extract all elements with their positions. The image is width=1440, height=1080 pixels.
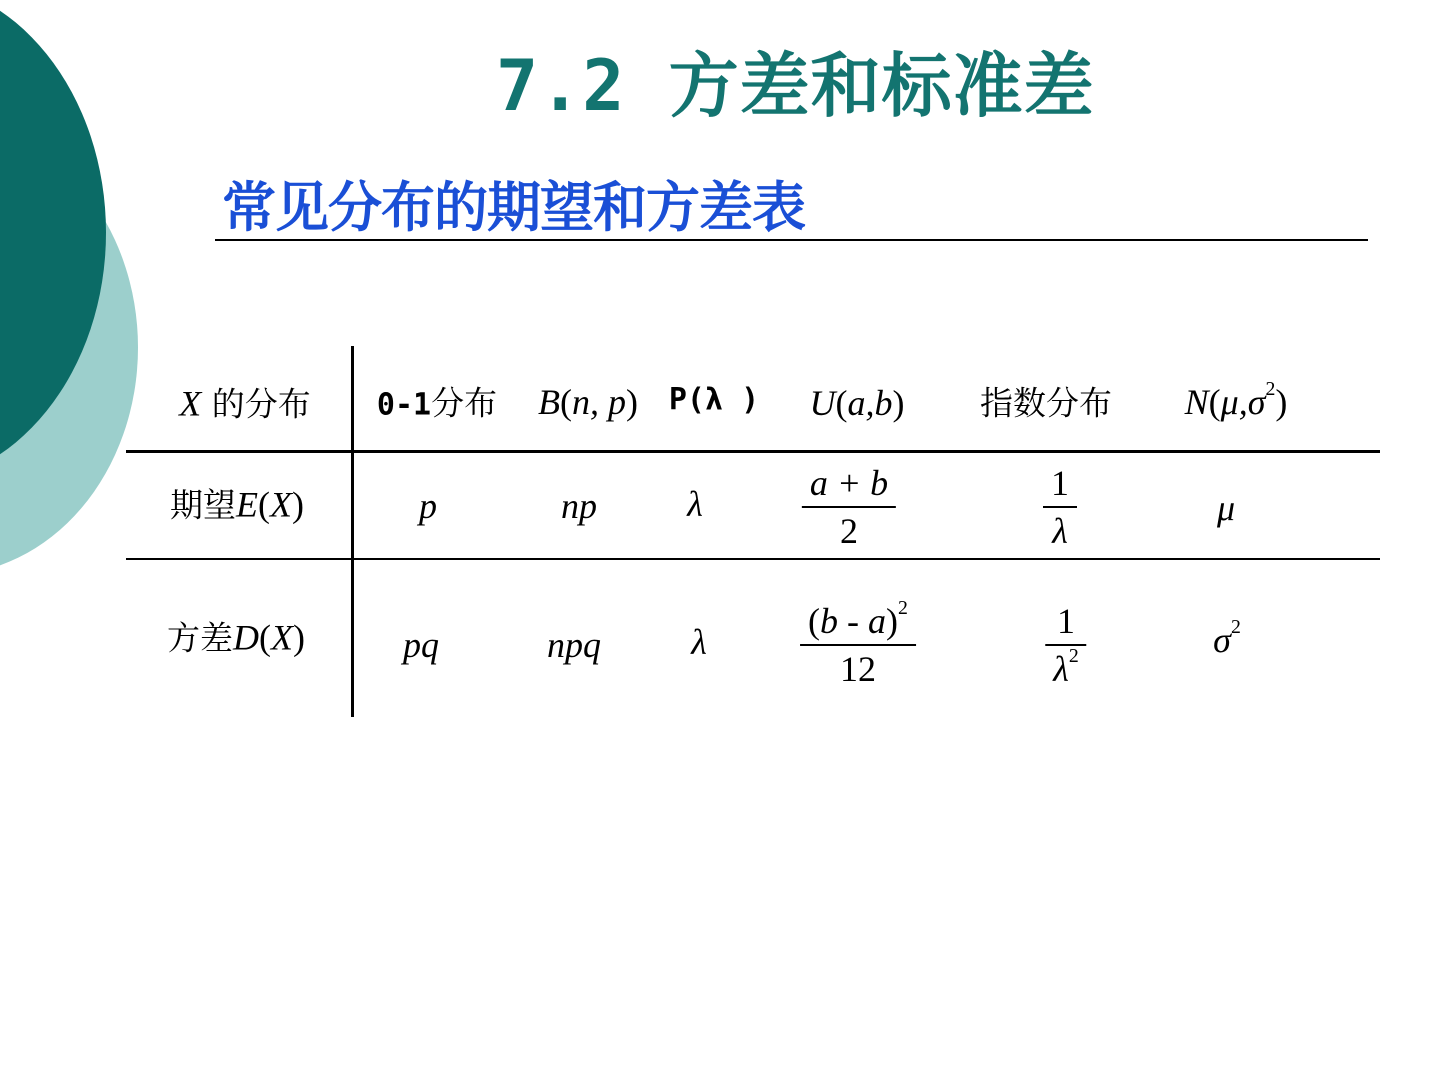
variance-normal: $\sigma^2$ (1213, 616, 1241, 660)
row-header-distribution: X 的分布 (179, 383, 311, 424)
column-header-bernoulli: 0-1分布 (376, 383, 498, 423)
expectation-poisson: λ (687, 484, 703, 524)
variance-bernoulli: pq (403, 625, 439, 665)
expectation-uniform: a + b 2 (802, 460, 896, 554)
column-header-normal: $N(\mu,\sigma^2)$ (1184, 378, 1288, 422)
row-header-expectation: 期望E(X) (170, 484, 304, 525)
column-header-uniform: U(a,b) (809, 383, 905, 423)
expectation-exponential: 1 λ (1043, 460, 1077, 554)
variance-binomial: npq (547, 625, 601, 665)
column-header-exponential: 指数分布 (980, 383, 1112, 423)
variance-exponential: 1 $\lambda^2$ (1045, 598, 1086, 692)
table-row-rule (126, 558, 1380, 560)
expectation-normal: μ (1216, 488, 1236, 528)
variance-poisson: λ (691, 622, 707, 662)
table-column-divider (351, 346, 354, 717)
variance-uniform: (b - a)$^2$ 12 (800, 598, 916, 692)
expectation-binomial: np (561, 486, 597, 526)
column-header-poisson: P(λ ) (668, 382, 760, 418)
row-header-variance: 方差D(X) (167, 617, 305, 658)
slide-title: 7.2 方差和标准差 (496, 45, 1095, 127)
column-header-binomial: B(n, p) (538, 382, 638, 422)
slide-subtitle: 常见分布的期望和方差表 (222, 176, 805, 239)
table-header-rule (126, 450, 1380, 453)
expectation-bernoulli: p (419, 486, 437, 526)
subtitle-underline (215, 239, 1368, 241)
